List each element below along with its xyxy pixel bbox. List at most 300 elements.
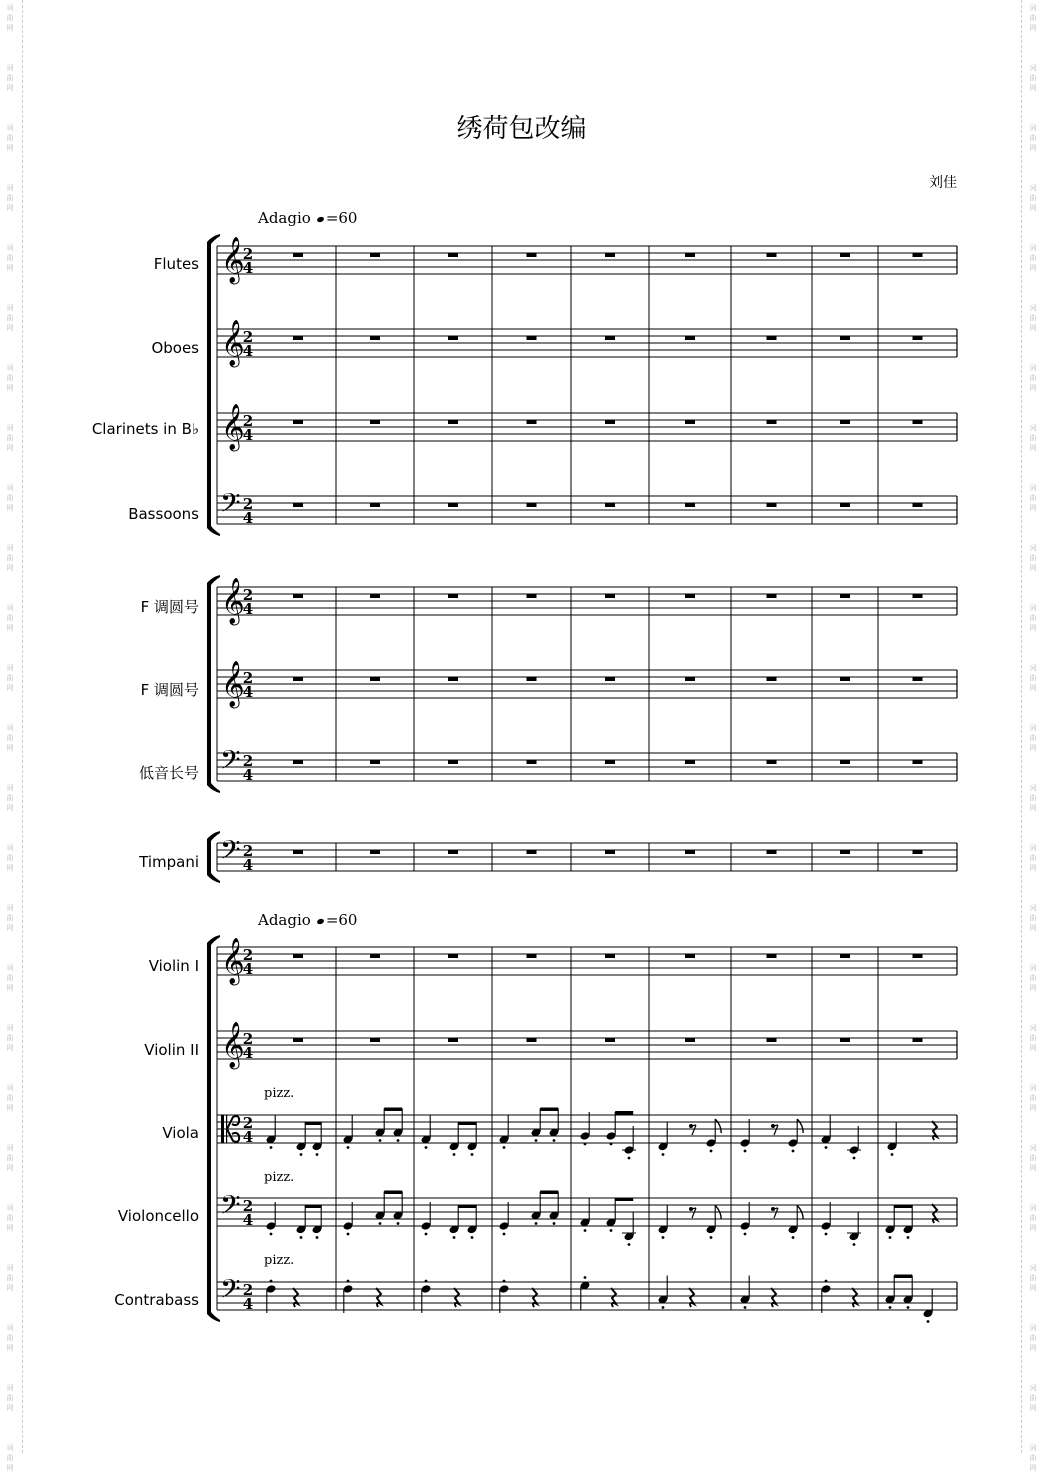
watermark-glyph: 曲: [1029, 254, 1037, 262]
watermark-glyph: 词: [6, 64, 14, 72]
composer: 刘佳: [929, 175, 957, 191]
staccato-dot: [471, 1236, 474, 1239]
watermark-glyph: 网: [1029, 924, 1037, 932]
whole-rest-icon: [370, 503, 380, 507]
watermark-glyph: 曲: [6, 1394, 14, 1402]
watermark-glyph: 网: [1029, 564, 1037, 572]
whole-rest-icon: [293, 253, 303, 257]
whole-rest-icon: [767, 420, 777, 424]
watermark-glyph: 网: [1029, 1464, 1037, 1472]
watermark-glyph: 网: [6, 1044, 14, 1052]
watermark-glyph: 网: [6, 864, 14, 872]
watermark-glyph: 网: [6, 684, 14, 692]
watermark-glyph: 曲: [6, 1334, 14, 1342]
quarter-rest-icon: [852, 1288, 857, 1307]
whole-rest-icon: [448, 760, 458, 764]
whole-rest-icon: [685, 677, 695, 681]
whole-rest-icon: [913, 503, 923, 507]
watermark-glyph: 网: [6, 804, 14, 812]
watermark-glyph: 词: [6, 784, 14, 792]
staccato-dot: [853, 1243, 856, 1246]
watermark-glyph: 词: [1029, 724, 1037, 732]
time-signature-top: 2: [242, 495, 254, 513]
watermark-glyph: 曲: [6, 134, 14, 142]
whole-rest-icon: [767, 253, 777, 257]
watermark-glyph: 曲: [6, 674, 14, 682]
watermark-glyph: 网: [6, 144, 14, 152]
watermark-glyph: 词: [6, 904, 14, 912]
whole-rest-icon: [527, 954, 537, 958]
whole-rest-icon: [605, 594, 615, 598]
whole-rest-icon: [767, 850, 777, 854]
watermark-glyph: 词: [6, 844, 14, 852]
whole-rest-icon: [605, 253, 615, 257]
watermark-glyph: 词: [1029, 1324, 1037, 1332]
bass-clef-icon: 𝄢: [220, 1189, 241, 1227]
staccato-dot: [610, 1143, 613, 1146]
time-signature-top: 2: [242, 1281, 254, 1299]
watermark-glyph: 词: [6, 1264, 14, 1272]
beam: [458, 1205, 476, 1209]
whole-rest-icon: [605, 336, 615, 340]
whole-rest-icon: [685, 1038, 695, 1042]
staccato-dot: [553, 1139, 556, 1142]
quarter-rest-icon: [376, 1288, 381, 1307]
whole-rest-icon: [685, 850, 695, 854]
watermark-glyph: 词: [6, 364, 14, 372]
watermark-glyph: 网: [6, 24, 14, 32]
staccato-dot: [584, 1276, 587, 1279]
watermark-glyph: 曲: [1029, 854, 1037, 862]
watermark-glyph: 曲: [6, 1274, 14, 1282]
watermark-glyph: 曲: [1029, 734, 1037, 742]
staccato-dot: [662, 1153, 665, 1156]
watermark-glyph: 词: [6, 1024, 14, 1032]
watermark-glyph: 曲: [6, 1214, 14, 1222]
beam: [305, 1122, 321, 1126]
watermark-glyph: 词: [1029, 604, 1037, 612]
whole-rest-icon: [448, 954, 458, 958]
watermark-glyph: 词: [1029, 544, 1037, 552]
instrument-label-bass-trombone: 低音长号: [138, 764, 199, 782]
watermark-glyph: 网: [1029, 684, 1037, 692]
staccato-dot: [397, 1139, 400, 1142]
watermark-glyph: 网: [6, 264, 14, 272]
time-signature-bottom: 4: [242, 856, 254, 874]
tempo-text: Adagio: [258, 209, 311, 227]
whole-rest-icon: [527, 677, 537, 681]
watermark-glyph: 曲: [6, 74, 14, 82]
tempo-value: =60: [325, 911, 358, 929]
beam: [894, 1205, 912, 1209]
watermark-glyph: 词: [1029, 244, 1037, 252]
staccato-dot: [503, 1233, 506, 1236]
watermark-glyph: 网: [1029, 264, 1037, 272]
bass-clef-icon: 𝄢: [220, 487, 241, 525]
treble-clef-icon: 𝄞: [221, 661, 245, 707]
time-signature-bottom: 4: [242, 960, 254, 978]
whole-rest-icon: [527, 594, 537, 598]
watermark-glyph: 网: [1029, 744, 1037, 752]
whole-rest-icon: [840, 503, 850, 507]
whole-rest-icon: [840, 850, 850, 854]
watermark-glyph: 词: [1029, 1264, 1037, 1272]
staccato-dot: [792, 1236, 795, 1239]
staccato-dot: [535, 1222, 538, 1225]
watermark-glyph: 网: [6, 1104, 14, 1112]
watermark-glyph: 网: [1029, 144, 1037, 152]
whole-rest-icon: [448, 253, 458, 257]
staccato-dot: [316, 1153, 319, 1156]
staccato-dot: [503, 1146, 506, 1149]
watermark-glyph: 词: [6, 1384, 14, 1392]
time-signature-bottom: 4: [242, 600, 254, 618]
whole-rest-icon: [605, 420, 615, 424]
watermark-glyph: 词: [6, 1324, 14, 1332]
watermark-glyph: 词: [6, 1144, 14, 1152]
watermark-glyph: 网: [1029, 324, 1037, 332]
watermark-glyph: 词: [1029, 664, 1037, 672]
watermark-glyph: 曲: [6, 194, 14, 202]
whole-rest-icon: [293, 760, 303, 764]
whole-rest-icon: [605, 503, 615, 507]
watermark-glyph: 网: [1029, 1404, 1037, 1412]
time-signature-bottom: 4: [242, 342, 254, 360]
score-title: 绣荷包改编: [456, 114, 587, 144]
watermark-glyph: 网: [6, 84, 14, 92]
time-signature-top: 2: [242, 669, 254, 687]
staccato-dot: [792, 1150, 795, 1153]
whole-rest-icon: [293, 677, 303, 681]
whole-rest-icon: [448, 677, 458, 681]
watermark-glyph: 网: [6, 1284, 14, 1292]
watermark-glyph: 网: [1029, 804, 1037, 812]
whole-rest-icon: [370, 594, 380, 598]
tempo-value: =60: [325, 209, 358, 227]
whole-rest-icon: [527, 850, 537, 854]
watermark-glyph: 词: [1029, 1384, 1037, 1392]
staccato-dot: [744, 1233, 747, 1236]
whole-rest-icon: [293, 1038, 303, 1042]
watermark-glyph: 词: [1029, 184, 1037, 192]
whole-rest-icon: [840, 954, 850, 958]
watermark-glyph: 曲: [6, 314, 14, 322]
treble-clef-icon: 𝄞: [221, 1022, 245, 1068]
time-signature-bottom: 4: [242, 1044, 254, 1062]
whole-rest-icon: [767, 760, 777, 764]
time-signature-bottom: 4: [242, 766, 254, 784]
whole-rest-icon: [685, 503, 695, 507]
watermark-glyph: 网: [1029, 444, 1037, 452]
staccato-dot: [425, 1146, 428, 1149]
whole-rest-icon: [370, 677, 380, 681]
whole-rest-icon: [370, 1038, 380, 1042]
instrument-label-contrabass: Contrabass: [114, 1291, 199, 1309]
watermark-glyph: 网: [6, 984, 14, 992]
beam: [384, 1108, 402, 1112]
staccato-dot: [316, 1236, 319, 1239]
instrument-label-viola: Viola: [162, 1124, 199, 1142]
watermark-glyph: 词: [1029, 4, 1037, 12]
watermark-glyph: 曲: [6, 914, 14, 922]
whole-rest-icon: [448, 1038, 458, 1042]
instrument-label-violoncello: Violoncello: [117, 1207, 199, 1225]
staccato-dot: [584, 1229, 587, 1232]
watermark-glyph: 曲: [1029, 134, 1037, 142]
staccato-dot: [397, 1222, 400, 1225]
watermark-glyph: 曲: [1029, 1454, 1037, 1462]
staccato-dot: [710, 1150, 713, 1153]
watermark-glyph: 词: [6, 664, 14, 672]
whole-rest-icon: [913, 850, 923, 854]
watermark-glyph: 曲: [1029, 1274, 1037, 1282]
time-signature-top: 2: [242, 245, 254, 263]
staccato-dot: [907, 1236, 910, 1239]
instrument-label-timpani: Timpani: [139, 853, 199, 871]
watermark-glyph: 词: [6, 544, 14, 552]
whole-rest-icon: [767, 1038, 777, 1042]
watermark-glyph: 网: [6, 624, 14, 632]
watermark-glyph: 词: [1029, 1204, 1037, 1212]
watermark-glyph: 曲: [6, 1094, 14, 1102]
group-bracket: [207, 839, 211, 875]
whole-rest-icon: [605, 1038, 615, 1042]
watermark-glyph: 曲: [1029, 14, 1037, 22]
watermark-glyph: 词: [6, 184, 14, 192]
watermark-glyph: 词: [1029, 364, 1037, 372]
watermark-glyph: 曲: [6, 974, 14, 982]
watermark-glyph: 词: [1029, 1444, 1037, 1452]
watermark-glyph: 网: [1029, 1104, 1037, 1112]
whole-rest-icon: [685, 760, 695, 764]
watermark-glyph: 网: [6, 1164, 14, 1172]
staccato-dot: [853, 1157, 856, 1160]
staccato-dot: [270, 1280, 273, 1283]
staccato-dot: [379, 1222, 382, 1225]
staccato-dot: [662, 1236, 665, 1239]
watermark-glyph: 词: [1029, 904, 1037, 912]
watermark-glyph: 曲: [1029, 1394, 1037, 1402]
watermark-glyph: 网: [1029, 204, 1037, 212]
whole-rest-icon: [913, 420, 923, 424]
watermark-glyph: 网: [6, 1344, 14, 1352]
bracket-top-hook: [207, 234, 220, 244]
whole-rest-icon: [293, 336, 303, 340]
watermark-glyph: 曲: [6, 854, 14, 862]
staccato-dot: [889, 1236, 892, 1239]
staccato-dot: [610, 1229, 613, 1232]
watermark-glyph: 曲: [1029, 554, 1037, 562]
whole-rest-icon: [448, 850, 458, 854]
watermark-glyph: 曲: [6, 494, 14, 502]
time-signature-top: 2: [242, 842, 254, 860]
treble-clef-icon: 𝄞: [221, 578, 245, 624]
time-signature-bottom: 4: [242, 1295, 254, 1313]
watermark-glyph: 网: [1029, 1344, 1037, 1352]
whole-rest-icon: [767, 503, 777, 507]
whole-rest-icon: [767, 594, 777, 598]
whole-rest-icon: [448, 594, 458, 598]
watermark-glyph: 词: [6, 1084, 14, 1092]
staccato-dot: [535, 1139, 538, 1142]
alto-clef-bar: [221, 1115, 224, 1143]
whole-rest-icon: [527, 760, 537, 764]
time-signature-bottom: 4: [242, 1128, 254, 1146]
whole-rest-icon: [527, 503, 537, 507]
whole-rest-icon: [448, 420, 458, 424]
staccato-dot: [453, 1236, 456, 1239]
watermark-glyph: 词: [6, 304, 14, 312]
whole-rest-icon: [293, 594, 303, 598]
whole-rest-icon: [913, 594, 923, 598]
whole-rest-icon: [370, 420, 380, 424]
bass-clef-icon: 𝄢: [220, 744, 241, 782]
watermark-glyph: 网: [1029, 1164, 1037, 1172]
watermark-glyph: 词: [1029, 424, 1037, 432]
watermark-glyph: 网: [6, 1224, 14, 1232]
watermark-glyph: 曲: [1029, 74, 1037, 82]
bracket-bottom-hook: [207, 526, 220, 536]
whole-rest-icon: [913, 336, 923, 340]
watermark-glyph: 曲: [6, 554, 14, 562]
watermark-glyph: 网: [6, 924, 14, 932]
bracket-bottom-hook: [207, 1312, 220, 1322]
watermark-glyph: 曲: [1029, 1094, 1037, 1102]
watermark-glyph: 词: [6, 244, 14, 252]
watermark-glyph: 词: [1029, 1084, 1037, 1092]
group-bracket: [207, 943, 211, 1314]
instrument-label-violin-1: Violin I: [148, 957, 199, 975]
whole-rest-icon: [605, 850, 615, 854]
watermark-glyph: 词: [6, 424, 14, 432]
staccato-dot: [300, 1153, 303, 1156]
watermark-glyph: 词: [1029, 484, 1037, 492]
time-signature-top: 2: [242, 328, 254, 346]
beam: [540, 1191, 558, 1195]
whole-rest-icon: [370, 760, 380, 764]
whole-rest-icon: [840, 677, 850, 681]
beam: [615, 1198, 633, 1202]
whole-rest-icon: [370, 336, 380, 340]
watermark-glyph: 曲: [6, 734, 14, 742]
staccato-dot: [347, 1146, 350, 1149]
watermark-glyph: 曲: [1029, 1334, 1037, 1342]
watermark-glyph: 网: [1029, 504, 1037, 512]
staccato-dot: [744, 1306, 747, 1309]
treble-clef-icon: 𝄞: [221, 404, 245, 450]
instrument-label-flutes: Flutes: [153, 255, 199, 273]
whole-rest-icon: [293, 420, 303, 424]
staccato-dot: [628, 1243, 631, 1246]
bracket-top-hook: [207, 831, 220, 841]
watermark-glyph: 网: [1029, 624, 1037, 632]
watermark-glyph: 网: [1029, 1224, 1037, 1232]
beam: [615, 1111, 633, 1115]
whole-rest-icon: [913, 760, 923, 764]
instrument-label-horn-1: F 调圆号: [140, 598, 199, 616]
quarter-rest-icon: [293, 1288, 298, 1307]
staccato-dot: [347, 1233, 350, 1236]
instrument-label-violin-2: Violin II: [144, 1041, 199, 1059]
whole-rest-icon: [767, 677, 777, 681]
watermark-glyph: 网: [6, 1464, 14, 1472]
beam: [458, 1122, 476, 1126]
group-bracket: [207, 242, 211, 528]
watermark-glyph: 词: [6, 604, 14, 612]
watermark-glyph: 曲: [1029, 1034, 1037, 1042]
watermark-glyph: 曲: [6, 374, 14, 382]
instrument-label-horn-2: F 调圆号: [140, 681, 199, 699]
quarter-rest-icon: [932, 1121, 937, 1140]
treble-clef-icon: 𝄞: [221, 320, 245, 366]
whole-rest-icon: [913, 677, 923, 681]
time-signature-bottom: 4: [242, 259, 254, 277]
beam: [540, 1108, 558, 1112]
watermark-glyph: 网: [6, 444, 14, 452]
flag: [715, 1119, 721, 1133]
time-signature-top: 2: [242, 946, 254, 964]
time-signature-top: 2: [242, 1114, 254, 1132]
watermark-glyph: 网: [6, 504, 14, 512]
watermark-glyph: 曲: [1029, 614, 1037, 622]
staccato-dot: [584, 1143, 587, 1146]
watermark-glyph: 网: [6, 204, 14, 212]
staccato-dot: [425, 1233, 428, 1236]
watermark-glyph: 曲: [1029, 974, 1037, 982]
watermark-glyph: 词: [1029, 784, 1037, 792]
watermark-glyph: 曲: [6, 14, 14, 22]
watermark-glyph: 曲: [1029, 794, 1037, 802]
whole-rest-icon: [840, 594, 850, 598]
watermark-glyph: 曲: [6, 254, 14, 262]
time-signature-bottom: 4: [242, 426, 254, 444]
whole-rest-icon: [527, 336, 537, 340]
watermark-glyph: 曲: [1029, 914, 1037, 922]
staccato-dot: [503, 1280, 506, 1283]
whole-rest-icon: [527, 420, 537, 424]
staccato-dot: [628, 1157, 631, 1160]
quarter-rest-icon: [771, 1288, 776, 1307]
watermark-glyph: 词: [1029, 844, 1037, 852]
time-signature-top: 2: [242, 752, 254, 770]
beam: [894, 1275, 912, 1279]
watermark-glyph: 词: [6, 484, 14, 492]
whole-rest-icon: [370, 253, 380, 257]
watermark-glyph: 曲: [6, 1454, 14, 1462]
watermark-glyph: 词: [1029, 964, 1037, 972]
time-signature-top: 2: [242, 1030, 254, 1048]
instrument-label-bassoons: Bassoons: [128, 505, 199, 523]
whole-rest-icon: [913, 1038, 923, 1042]
quarter-rest-icon: [611, 1288, 616, 1307]
whole-rest-icon: [840, 420, 850, 424]
watermark-glyph: 词: [6, 1204, 14, 1212]
time-signature-top: 2: [242, 1197, 254, 1215]
watermark-glyph: 曲: [1029, 1154, 1037, 1162]
bracket-top-hook: [207, 935, 220, 945]
whole-rest-icon: [605, 760, 615, 764]
staccato-dot: [825, 1146, 828, 1149]
bracket-bottom-hook: [207, 873, 220, 883]
whole-rest-icon: [767, 336, 777, 340]
watermark-glyph: 网: [1029, 24, 1037, 32]
bass-clef-icon: 𝄢: [220, 834, 241, 872]
beam: [305, 1205, 321, 1209]
watermark-glyph: 曲: [1029, 374, 1037, 382]
watermark-glyph: 网: [1029, 864, 1037, 872]
whole-rest-icon: [293, 954, 303, 958]
watermark-glyph: 网: [1029, 84, 1037, 92]
